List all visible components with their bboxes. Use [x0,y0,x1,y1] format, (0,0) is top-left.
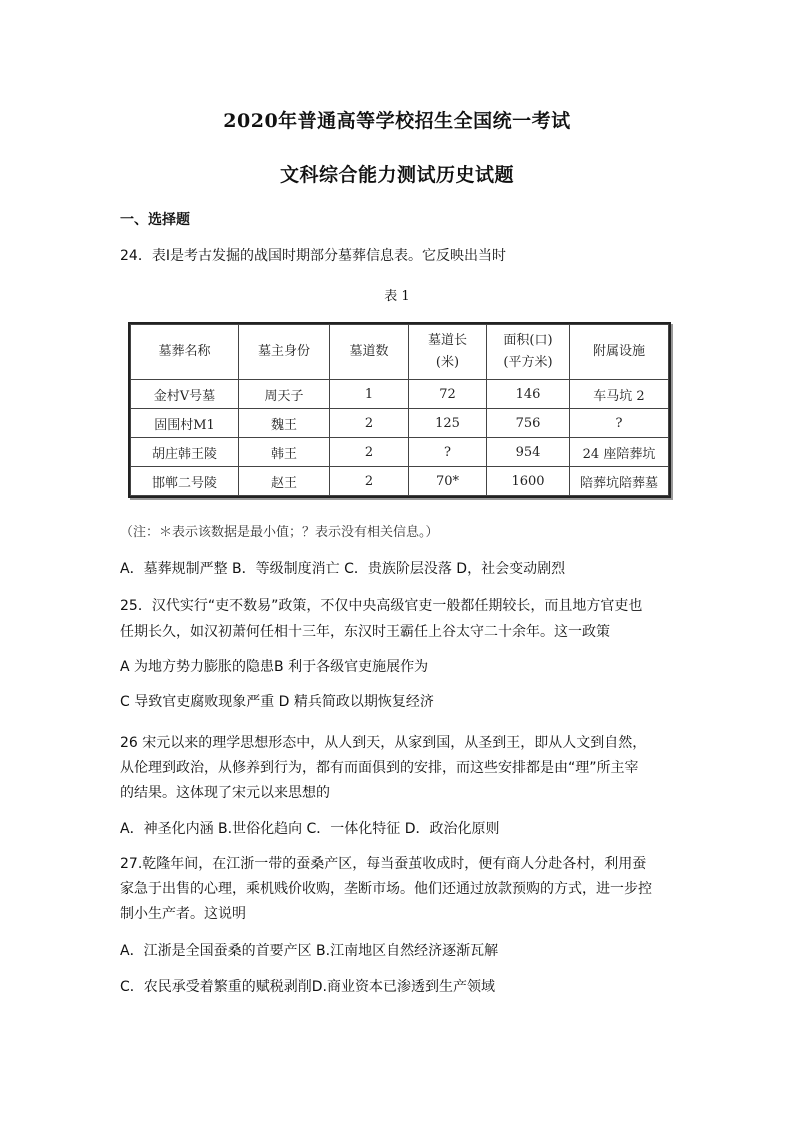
table-cell: 金村Ⅴ号墓 [131,380,239,409]
q26-stem-line3: 的结果。这体现了宋元以来思想的 [120,785,330,801]
q25-options-line2: C 导致官吏腐败现象严重 D 精兵简政以期恢复经济 [120,694,434,710]
table-cell: 赵王 [239,467,330,496]
table-cell: 邯郸二号陵 [131,467,239,496]
table-cell: 车马坑 2 [570,380,669,409]
table-header-cell: 附属设施 [570,325,669,380]
table-cell: 2 [330,409,409,438]
table-cell: 70* [409,467,487,496]
table-cell: 1600 [487,467,570,496]
table-cell: 2 [330,467,409,496]
q27-options-line1: A．江浙是全国蚕桑的首要产区 B.江南地区自然经济逐渐瓦解 [120,943,499,959]
table-cell: 72 [409,380,487,409]
table-cell: 胡庄韩王陵 [131,438,239,467]
table-row [131,467,669,496]
table-header-cell: 墓道数 [330,325,409,380]
q24-options: A．墓葬规制严整 B．等级制度消亡 C．贵族阶层没落 D，社会变动剧烈 [120,561,566,577]
table-cell: 魏王 [239,409,330,438]
q25-stem-line2: 任期长久，如汉初萧何任相十三年，东汉时王霸任上谷太守二十余年。这一政策 [120,624,610,640]
q26-options: A．神圣化内涵 B.世俗化趋向 C．一体化特征 D．政治化原则 [120,821,500,837]
table-header-cell: 面积(口) (平方米) [487,325,570,380]
q26-stem-line2: 从伦理到政治，从修养到行为，都有而面俱到的安排，而这些安排都是由“理”所主宰 [120,760,639,776]
q25-stem-line1: 25．汉代实行“吏不数易”政策，不仅中央高级官吏一般都任期较长，而且地方官吏也 [120,598,643,614]
table-cell: 756 [487,409,570,438]
table-cell: 2 [330,438,409,467]
q27-stem-line3: 制小生产者。这说明 [120,906,246,922]
table-cell: ? [570,409,669,438]
q25-options-line1: A 为地方势力膨胀的隐患B 利于各级官吏施展作为 [120,659,429,675]
table-caption: 表 1 [384,289,410,304]
exam-subtitle: 文科综合能力测试历史试题 [279,164,514,186]
q27-stem-line2: 家急于出售的心理，乘机贱价收购，垄断市场。他们还通过放款预购的方式，进一步控 [120,881,652,897]
table-header-row [131,325,669,380]
table-header-cell: 墓主身份 [239,325,330,380]
table-cell: 954 [487,438,570,467]
table-cell: 韩王 [239,438,330,467]
table-row [131,380,669,409]
table-cell: 1 [330,380,409,409]
table-cell: ? [409,438,487,467]
table-cell: 陪葬坑陪葬墓 [570,467,669,496]
table-row [131,409,669,438]
table-header-cell: 墓葬名称 [131,325,239,380]
table-note: （注：＊表示该数据是最小值；？表示没有相关信息。） [120,525,439,540]
q27-stem-line1: 27.乾隆年间，在江浙一带的蚕桑产区，每当蚕茧收成时，便有商人分赴各村，利用蚕 [120,856,647,872]
table-row [131,438,669,467]
table-cell: 固围村M1 [131,409,239,438]
table-cell: 125 [409,409,487,438]
exam-title: 2020年普通高等学校招生全国统一考试 [223,110,571,132]
table-header-cell: 墓道长 (米) [409,325,487,380]
table-cell: 146 [487,380,570,409]
q26-stem-line1: 26 宋元以来的理学思想形态中，从人到天，从家到国，从圣到王，即从人文到自然， [120,735,647,751]
section-heading: 一、选择题 [120,212,190,228]
table-cell: 24 座陪葬坑 [570,438,669,467]
tomb-info-table [128,322,671,498]
q24-stem: 24．表Ⅰ是考古发掘的战国时期部分墓葬信息表。它反映出当时 [120,248,506,264]
q27-options-line2: C．农民承受着繁重的赋税剥削D.商业资本已渗透到生产领域 [120,979,496,995]
table-cell: 周天子 [239,380,330,409]
